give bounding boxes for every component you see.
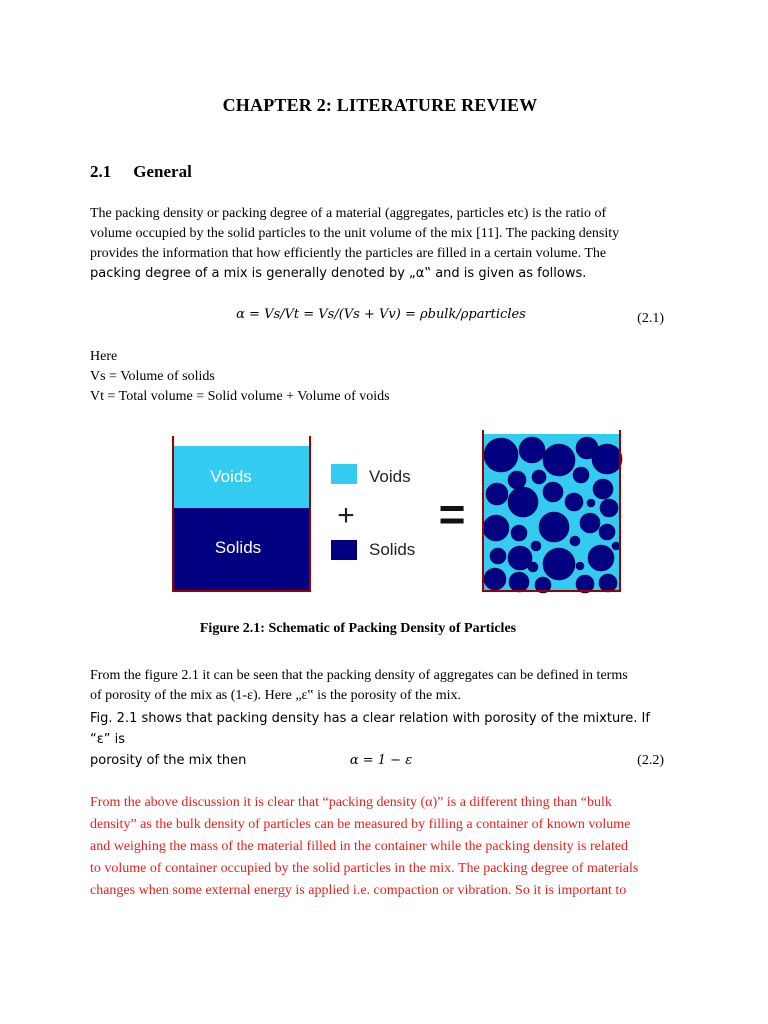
vs-definition: Vs = Volume of solids: [90, 369, 215, 384]
legend-voids-swatch: [331, 464, 357, 484]
red-line: changes when some external energy is applied i.e. compaction or vibration. So it is important to: [90, 883, 627, 898]
red-line: and weighing the mass of the material filled in the container while the packing density is related: [90, 839, 629, 854]
equation-formula: α = 1 − ε: [349, 753, 413, 768]
legend-solids-label: Solids: [369, 540, 416, 559]
voids-label: Voids: [210, 467, 252, 486]
legend-voids-label: Voids: [369, 467, 411, 486]
equals-sign: =: [438, 488, 466, 540]
intro-paragraph: [90, 204, 672, 284]
equation-formula: α = Vs/Vt = Vs/(Vs + Vv) = ρbulk/ρparticles: [236, 307, 526, 322]
para2-line: From the figure 2.1 it can be seen that the packing density of aggregates can be defined in terms: [90, 668, 628, 683]
solids-label: Solids: [214, 538, 262, 557]
section-heading: [90, 162, 192, 182]
intro-line: provides the information that how efficiently the particles are filled in a certain volume. The: [90, 246, 607, 261]
para2-line: of porosity of the mix as (1-ε). Here „ε‟ is the porosity of the mix.: [90, 688, 462, 703]
para3-line: porosity of the mix then: [90, 753, 247, 768]
packing-density-figure: [160, 428, 624, 598]
porosity-paragraph: [90, 666, 672, 706]
red-line: density” as the bulk density of particles can be measured by filling a container of known volume: [90, 817, 631, 832]
para3-line: Fig. 2.1 shows that packing density has a clear relation with porosity of the mixture. If “ε” is: [90, 711, 650, 747]
figure-caption: Figure 2.1: Schematic of Packing Density of Particles: [199, 621, 517, 636]
intro-line: packing degree of a mix is generally denoted by „α‟ and is given as follows.: [90, 266, 587, 281]
definitions-block: [90, 347, 390, 407]
equation-number: (2.2): [637, 753, 664, 768]
intro-line: The packing density or packing degree of a material (aggregates, particles etc) is the ratio of: [90, 206, 607, 221]
red-line: to volume of container occupied by the solid particles in the mix. The packing degree of materials: [90, 861, 639, 876]
intro-line: volume occupied by the solid particles to the unit volume of the mix [11]. The packing density: [90, 226, 620, 241]
equation-number: (2.1): [637, 311, 664, 326]
red-discussion-paragraph: [90, 792, 672, 902]
equation-2-2: [90, 753, 672, 775]
chapter-title: CHAPTER 2: LITERATURE REVIEW: [222, 95, 538, 115]
here-label: Here: [90, 349, 118, 364]
section-title: General: [133, 162, 192, 181]
plus-sign: +: [337, 499, 355, 532]
equation-2-1: [90, 307, 672, 329]
red-line: From the above discussion it is clear that “packing density (α)” is a different thing than “bulk: [90, 795, 612, 810]
vt-definition: Vt = Total volume = Solid volume + Volume of voids: [90, 389, 390, 404]
legend-solids-swatch: [331, 540, 357, 560]
section-number: 2.1: [90, 162, 112, 181]
